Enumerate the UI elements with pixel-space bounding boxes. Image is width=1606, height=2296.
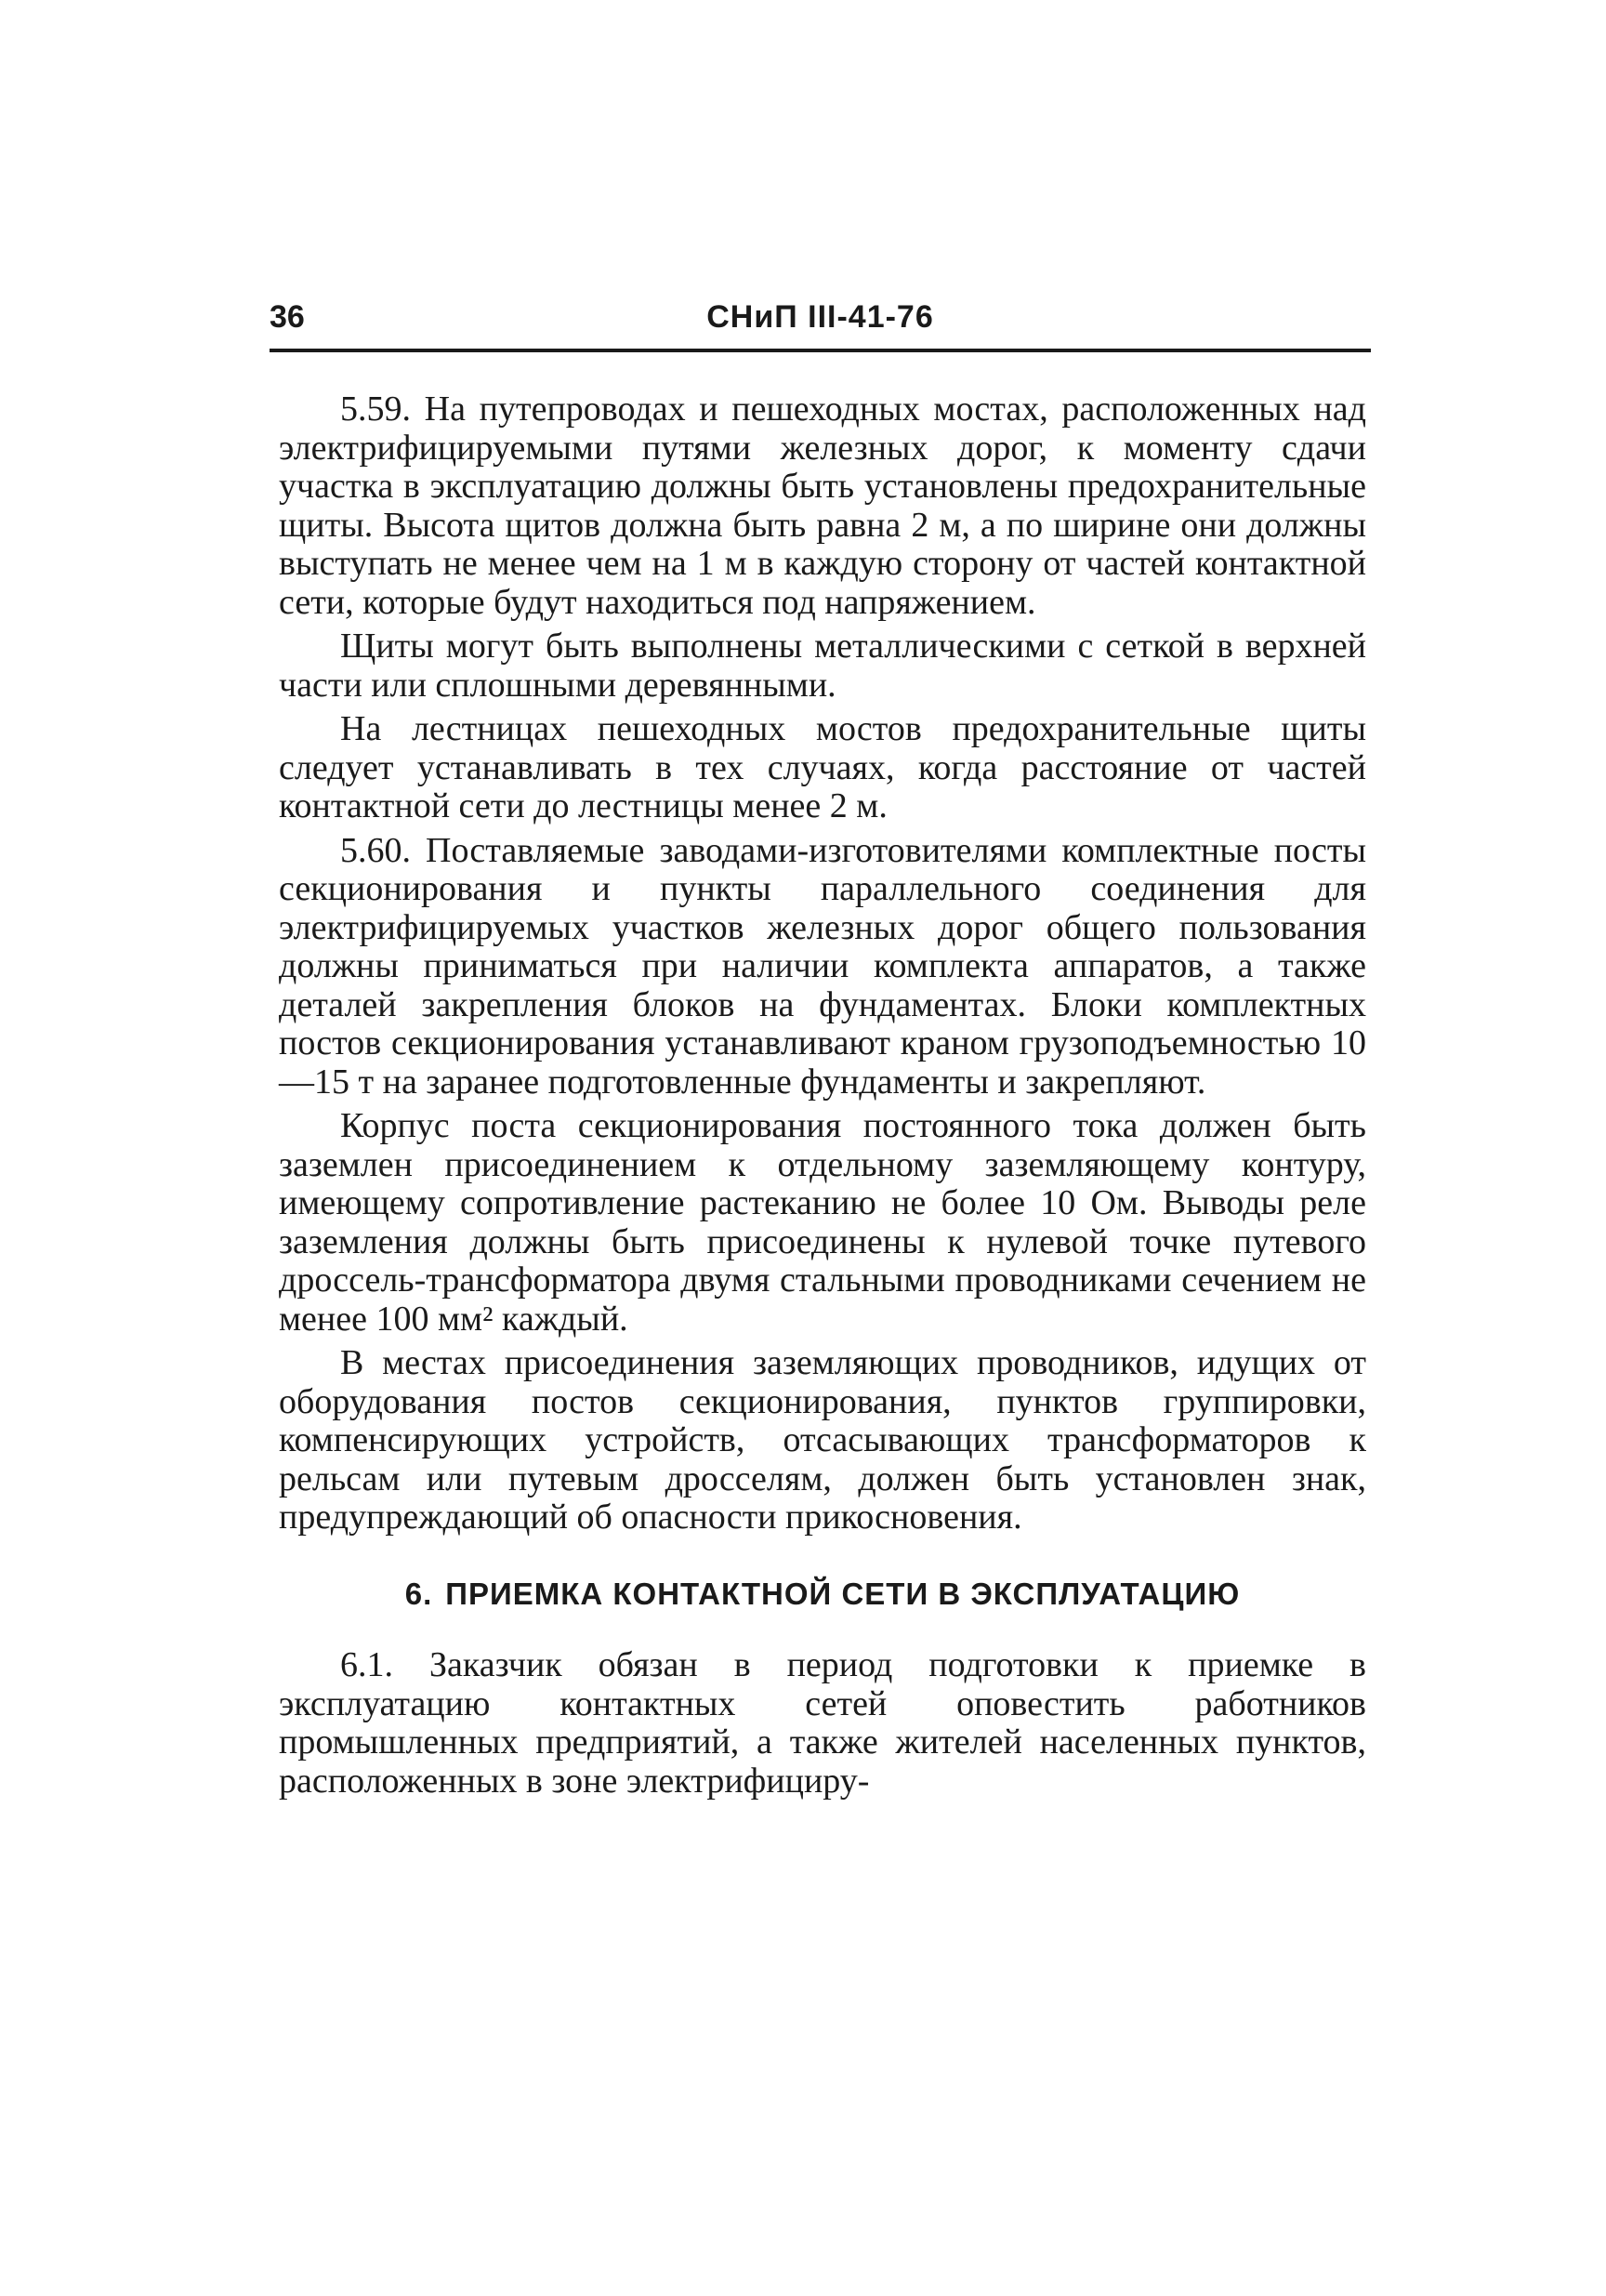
page-header xyxy=(270,296,1371,351)
paragraph-text: Щиты могут быть выполнены металлическими с сеткой в верхней части или сплошными деревянными. xyxy=(279,627,1366,705)
paragraph-5-60 xyxy=(279,832,1366,1102)
paragraph-text: На лестницах пешеходных мостов предохранительные щиты следует устанавливать в тех случаях, когда расстояние от частей контактной сети до лестницы менее 2 м. xyxy=(279,709,1366,825)
section-number: 6. xyxy=(404,1576,433,1611)
header-rule xyxy=(270,349,1371,352)
running-title: СНиП III-41-76 xyxy=(706,299,934,335)
paragraph-text: Корпус поста секционирования постоянного тока должен быть заземлен присоединением к отдельному заземляющему контуру, имеющему сопротивление растеканию не более 10 Ом. Выводы реле заземления должны быть присоединены к нулевой точке путевого дроссель-трансформатора двумя стальными проводниками сечением не менее 100 мм² каждый. xyxy=(279,1106,1366,1339)
section-heading xyxy=(279,1575,1366,1614)
paragraph-number: 5.59. xyxy=(340,389,411,429)
paragraph-text: В местах присоединения заземляющих проводников, идущих от оборудования постов секционирования, пунктов группировки, компенсирующих устройств, отсасывающих трансформаторов к рельсам или путевым дросселям, должен быть установлен знак, предупреждающий об опасности прикосновения. xyxy=(279,1343,1366,1537)
paragraph-text: Заказчик обязан в период подготовки к приемке в эксплуатацию контактных сетей оповестить работников промышленных предприятий, а также жителей населенных пунктов, расположенных в зоне электрифициру- xyxy=(279,1645,1367,1801)
body-text xyxy=(279,390,1366,1806)
paragraph-number: 6.1. xyxy=(340,1645,393,1684)
paragraph-text: Поставляемые заводами-изготовителями комплектные посты секционирования и пункты параллельного соединения для электрифицируемых участков железных дорог общего пользования должны приниматься при наличии комплекта аппаратов, а также деталей закрепления блоков на фундаментах. Блоки комплектных постов секционирования устанавливают краном грузоподъемностью 10—15 т на заранее подготовленные фундаменты и закрепляют. xyxy=(279,830,1366,1102)
paragraph xyxy=(279,1344,1366,1537)
paragraph-number: 5.60. xyxy=(340,830,411,870)
section-title: ПРИЕМКА КОНТАКТНОЙ СЕТИ В ЭКСПЛУАТАЦИЮ xyxy=(445,1576,1241,1611)
paragraph-5-59 xyxy=(279,390,1366,622)
page-number: 36 xyxy=(270,299,305,335)
paragraph xyxy=(279,1107,1366,1339)
paragraph-text: На путепроводах и пешеходных мостах, расположенных над электрифицируемыми путями железных дорог, к моменту сдачи участка в эксплуатацию должны быть установлены предохранительные щиты. Высота щитов должна быть равна 2 м, а по ширине они должны выступать не менее чем на 1 м в каждую сторону от частей контактной сети, которые будут находиться под напряжением. xyxy=(279,389,1366,622)
paragraph xyxy=(279,627,1366,705)
paragraph xyxy=(279,710,1366,826)
paragraph-6-1 xyxy=(279,1646,1366,1801)
